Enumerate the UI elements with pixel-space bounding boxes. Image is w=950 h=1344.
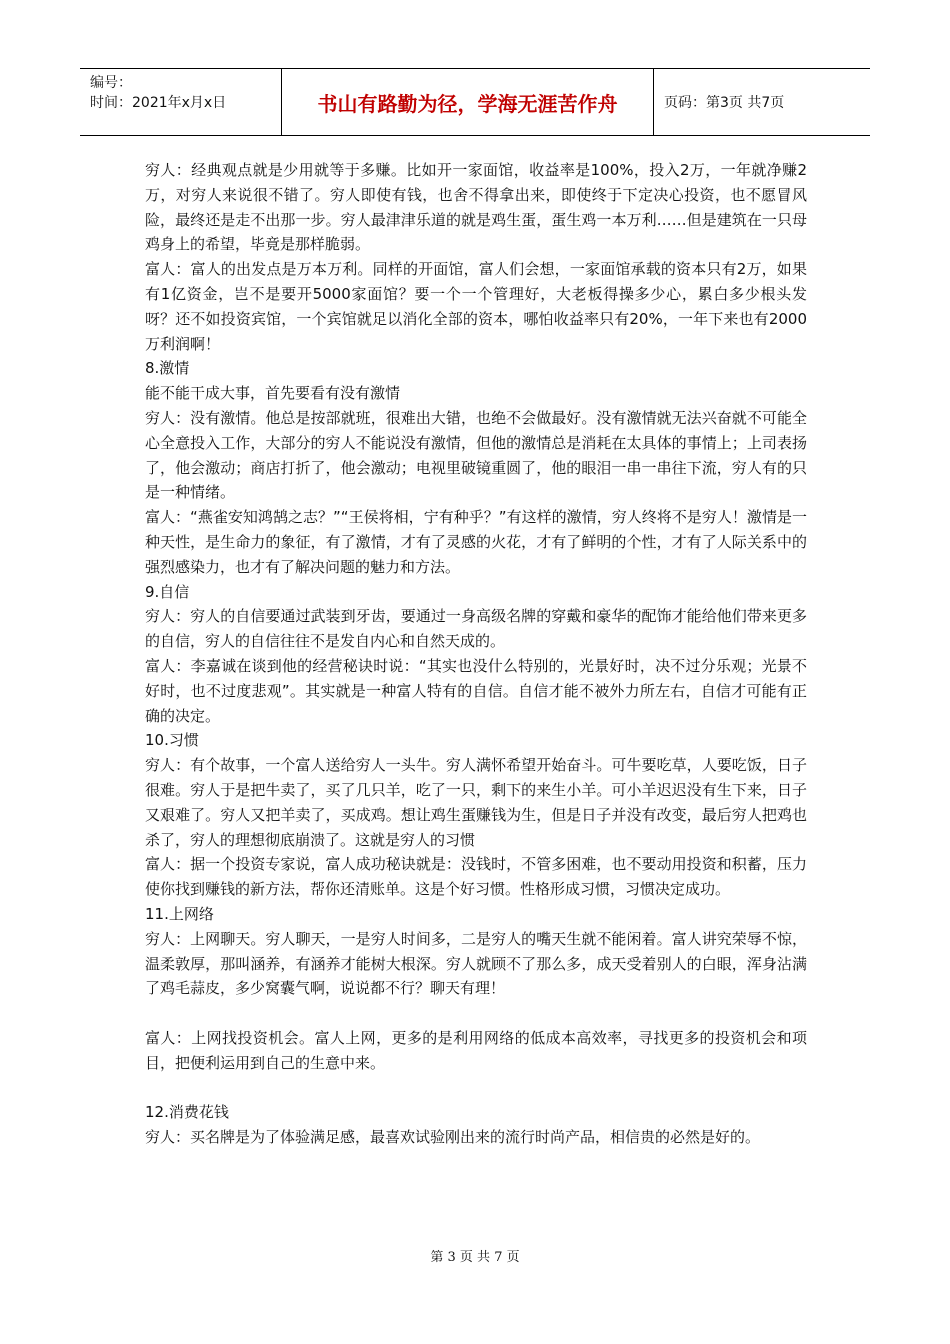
page-footer: 第 3 页 共 7 页 <box>430 1250 520 1265</box>
document-number-label: 编号： <box>90 75 132 91</box>
paragraph: 8.激情 <box>145 359 190 378</box>
paragraph: 10.习惯 <box>145 731 199 750</box>
header-meta <box>80 69 282 135</box>
paragraph: 9.自信 <box>145 582 190 601</box>
paragraph: 穷人：没有激情。他总是按部就班，很难出大错，也绝不会做最好。没有激情就无法兴奋就不可能全心全意投入工作，大部分的穷人不能说没有激情，但他的激情总是消耗在太具体的事情上；上司表扬了，他会激动；商店打折了，他会激动；电视里破镜重圆了，他的眼泪一串一串往下流，穷人有的只是一种情绪。 <box>145 408 807 502</box>
paragraph: 穷人：经典观点就是少用就等于多赚。比如开一家面馆，收益率是100%，投入2万，一年就净赚2万，对穷人来说很不错了。穷人即使有钱，也舍不得拿出来，即使终于下定决心投资，也不愿冒风险，最终还是走不出那一步。穷人最津津乐道的就是鸡生蛋，蛋生鸡一本万利……但是建筑在一只母鸡身上的希望，毕竟是那样脆弱。 <box>145 161 807 254</box>
paragraph: 富人：据一个投资专家说，富人成功秘诀就是：没钱时，不管多困难，也不要动用投资和积蓄，压力使你找到赚钱的新方法，帮你还清账单。这是个好习惯。性格形成习惯，习惯决定成功。 <box>145 855 807 899</box>
paragraph: 能不能干成大事，首先要看有没有激情 <box>145 384 401 403</box>
paragraph: 穷人：穷人的自信要通过武装到牙齿，要通过一身高级名牌的穿戴和豪华的配饰才能给他们带来更多的自信，穷人的自信往往不是发自内心和自然天成的。 <box>145 607 807 651</box>
document-date: 时间：2021年x月x日 <box>90 95 227 111</box>
paragraph: 穷人：买名牌是为了体验满足感，最喜欢试验刚出来的流行时尚产品，相信贵的必然是好的。 <box>145 1128 761 1147</box>
paragraph: 富人：富人的出发点是万本万利。同样的开面馆，富人们会想，一家面馆承载的资本只有2万，如果有1亿资金，岂不是要开5000家面馆？要一个一个管理好，大老板得操多少心，累白多少根头发呀？还不如投资宾馆，一个宾馆就足以消化全部的资本，哪怕收益率只有20%，一年下来也有2000万利润啊！ <box>145 260 807 353</box>
page-header <box>80 68 870 136</box>
header-page-number: 页码：第3页 共7页 <box>664 95 785 111</box>
document-body <box>145 158 807 1150</box>
paragraph: 11.上网络 <box>145 904 214 923</box>
paragraph: 穷人：有个故事，一个富人送给穷人一头牛。穷人满怀希望开始奋斗。可牛要吃草，人要吃饭，日子很难。穷人于是把牛卖了，买了几只羊，吃了一只，剩下的来生小羊。可小羊迟迟没有生下来，日子又艰难了。穷人又把羊卖了，买成鸡。想让鸡生蛋赚钱为生，但是日子并没有改变，最后穷人把鸡也杀了，穷人的理想彻底崩溃了。这就是穷人的习惯 <box>145 756 807 849</box>
paragraph: 富人：“燕雀安知鸿鹄之志？”“王侯将相，宁有种乎？”有这样的激情，穷人终将不是穷人！激情是一种天性，是生命力的象征，有了激情，才有了灵感的火花，才有了鲜明的个性，才有了人际关系中的强烈感染力，也才有了解决问题的魅力和方法。 <box>145 508 807 576</box>
header-motto: 书山有路勤为径，学海无涯苦作舟 <box>282 69 654 135</box>
paragraph: 富人：李嘉诚在谈到他的经营秘诀时说：“其实也没什么特别的，光景好时，决不过分乐观；光景不好时，也不过度悲观”。其实就是一种富人特有的自信。自信才能不被外力所左右，自信才可能有正确的决定。 <box>145 656 807 725</box>
paragraph: 富人：上网找投资机会。富人上网，更多的是利用网络的低成本高效率，寻找更多的投资机会和项目，把便利运用到自己的生意中来。 <box>145 1028 807 1072</box>
paragraph: 12.消费花钱 <box>145 1103 229 1122</box>
paragraph: 穷人：上网聊天。穷人聊天，一是穷人时间多，二是穷人的嘴天生就不能闲着。富人讲究荣辱不惊，温柔敦厚，那叫涵养，有涵养才能树大根深。穷人就顾不了那么多，成天受着别人的白眼，浑身沾满了鸡毛蒜皮，多少窝囊气啊，说说都不行？聊天有理！ <box>145 929 807 998</box>
